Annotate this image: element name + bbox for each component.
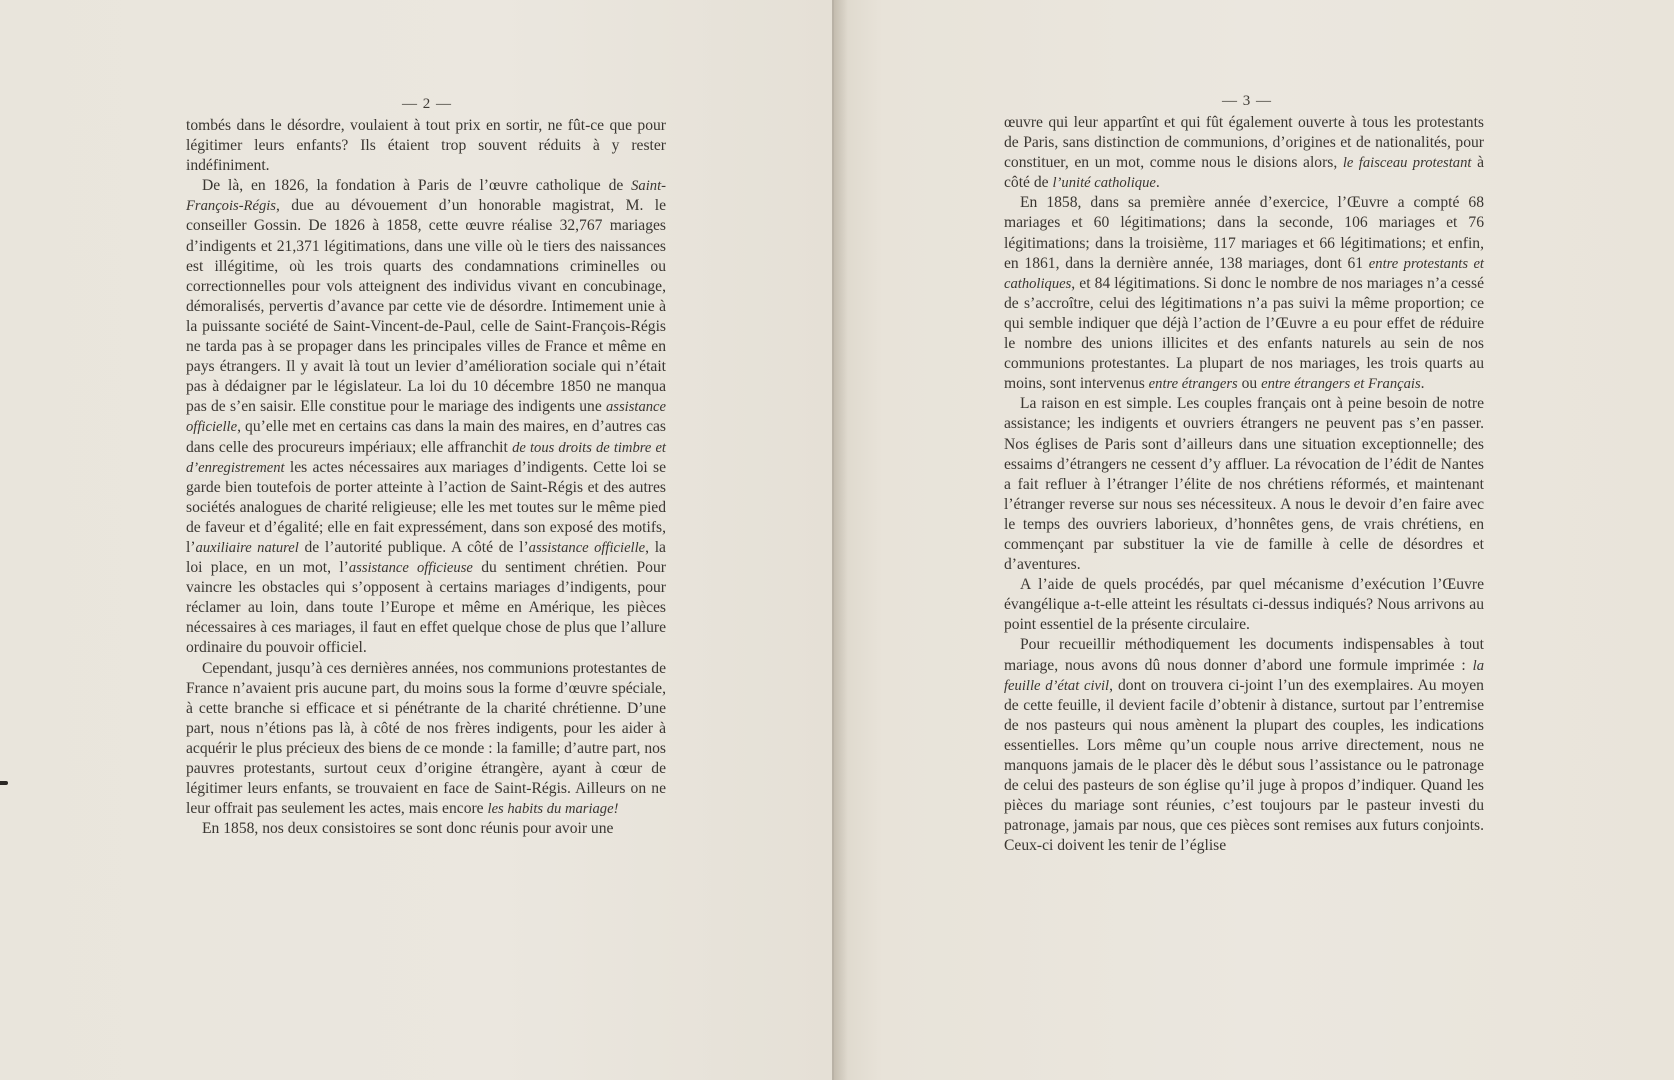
text-run: , dont on trouvera ci-joint l’un des exemplaires. Au moyen de cette feuille, il devient facile d’obtenir à distance, surtout par l’entremise de nos pasteurs qui nous amènent la plupart des couples, les indications essentielles. Lors même qu’un couple nous arrive directement, nous ne manquons jamais de le placer dès le début sous l’assistance ou le patronage de celui des pasteurs de son église qu’il juge à propos d’indiquer. Quand les pièces du mariage sont réunies, c’est toujours par le pasteur investi du patronage, jamais par nous, que ces pièces sont remises aux futurs conjoints. Ceux-ci doivent les tenir de l’église bbox=[1004, 676, 1484, 855]
italic-phrase: assistance officieuse bbox=[348, 560, 473, 577]
text-run: , la loi place, en un mot, l’ bbox=[186, 538, 666, 577]
italic-phrase: entre protestants et catholiques bbox=[1004, 255, 1484, 292]
paragraph bbox=[1004, 575, 1484, 635]
right-page bbox=[832, 0, 1674, 1080]
text-run: . bbox=[1420, 375, 1425, 393]
margin-mark bbox=[0, 781, 8, 785]
paragraph bbox=[1004, 113, 1484, 193]
italic-phrase: les habits du mariage! bbox=[487, 801, 619, 818]
paragraph bbox=[1004, 193, 1484, 394]
italic-phrase: le faisceau protestant bbox=[1342, 155, 1472, 172]
text-run: Cependant, jusqu’à ces dernières années, nos communions protestantes de France n’avaient pris aucune part, du moins sous la forme d’œuvre spéciale, à cette branche si efficace et si pénétrante de la charité chrétienne. D’une part, nous n’étions pas là, à côté de nos frères indigents, pour les aider à acquérir le plus précieux des biens de ce monde : la famille; d’autre part, nos pauvres protestants, surtout ceux d’origine étrangère, ayant à cœur de légitimer leurs enfants, se trouvaient en face de Saint-Régis. Ailleurs on ne leur offrait pas seulement les actes, mais encore bbox=[186, 659, 666, 818]
text-run: , qu’elle met en certains cas dans la main des maires, en d’autres cas dans celle des procureurs impériaux; elle affranchit bbox=[186, 418, 666, 456]
italic-phrase: de tous droits de timbre et d’enregistrement bbox=[186, 439, 666, 476]
text-run: de l’autorité publique. A côté de l’ bbox=[298, 538, 529, 556]
page-number-right: — 3 — bbox=[1222, 93, 1272, 109]
text-run: du sentiment chrétien. Pour vaincre les obstacles qui s’opposent à certains mariages d’indigents, pour réclamer au loin, dans toute l’Europe et même en Amérique, les pièces nécessaires à ces mariages, il faut en effet quelque chose de plus que l’allure ordinaire du pouvoir officiel. bbox=[186, 559, 666, 657]
text-run: En 1858, nos deux consistoires se sont donc réunis pour avoir une bbox=[202, 820, 614, 838]
paragraph bbox=[1004, 635, 1484, 856]
italic-phrase: la feuille d’état civil bbox=[1004, 657, 1484, 694]
page-number-left: — 2 — bbox=[402, 96, 452, 112]
left-page bbox=[0, 0, 832, 1080]
text-run: En 1858, dans sa première année d’exercice, l’Œuvre a compté 68 mariages et 60 légitimations; dans la seconde, 106 mariages et 76 légitimations; dans la troisième, 117 mariages et 66 légitimations; et enfin, en 1861, dans la dernière année, 138 mariages, dont 61 bbox=[1004, 194, 1484, 272]
italic-phrase: auxiliaire naturel bbox=[195, 539, 299, 556]
gutter-shadow bbox=[834, 0, 848, 1080]
text-run: œuvre qui leur appartînt et qui fût également ouverte à tous les protestants de Paris, sans distinction de communions, d’origines et de nationalités, pour constituer, en un mot, comme nous le disions alors, bbox=[1004, 114, 1484, 172]
text-run: les actes nécessaires aux mariages d’indigents. Cette loi se garde bien toutefois de porter atteinte à l’action de Saint-Régis et des autres sociétés analogues de charité religieuse; elle les met toutes sur le même pied de faveur et d’égalité; elle en fait expressément, dans son exposé des motifs, l’ bbox=[186, 458, 666, 556]
text-run: A l’aide de quels procédés, par quel mécanisme d’exécution l’Œuvre évangélique a-t-elle atteint les résultats ci-dessus indiqués? Nous arrivons au point essentiel de la présente circulaire. bbox=[1004, 576, 1484, 634]
paragraph bbox=[1004, 394, 1484, 575]
text-run: De là, en 1826, la fondation à Paris de l’œuvre catholique de bbox=[202, 177, 632, 195]
italic-phrase: Saint-François-Régis bbox=[186, 178, 666, 215]
text-run: , due au dévouement d’un honorable magistrat, M. le conseiller Gossin. De 1826 à 1858, cette œuvre réalise 32,767 mariages d’indigents et 21,371 légitimations, dans une ville où le tiers des naissances est illégitime, où les trois quarts des condamnations criminelles ou correctionnelles pour vols atteignent des individus vivant en concubinage, démoralisés, pervertis d’avance par cette vie de désordre. Intimement unie à la puissante société de Saint-Vincent-de-Paul, celle de Saint-François-Régis ne tarda pas à se propager dans les principales villes de France et même en pays étrangers. Il y avait là tout un levier d’amélioration sociale qui n’était pas à dédaigner par le législateur. La loi du 10 décembre 1850 ne manqua pas de s’en saisir. Elle constitue pour le mariage des indigents une bbox=[186, 197, 666, 416]
text-run: . bbox=[1155, 174, 1160, 192]
italic-phrase: l’unité catholique bbox=[1052, 175, 1156, 192]
italic-phrase: assistance officielle bbox=[528, 539, 646, 556]
text-run: ou bbox=[1237, 375, 1262, 393]
paragraph bbox=[186, 659, 666, 820]
left-page-body bbox=[186, 116, 666, 839]
right-page-body bbox=[1004, 113, 1484, 856]
text-run: , et 84 légitimations. Si donc le nombre de nos mariages n’a cessé de s’accroître, celui des légitimations n’a pas suivi la même proportion; ce qui semble indiquer que déjà l’action de l’Œuvre a eu pour effet de réduire le nombre des unions illicites et des enfants naturels au sein de nos communions protestantes. La plupart de nos mariages, les trois quarts au moins, sont intervenus bbox=[1004, 274, 1484, 393]
italic-phrase: entre étrangers bbox=[1148, 376, 1238, 393]
text-run: La raison en est simple. Les couples français ont à peine besoin de notre assistance; les indigents et ouvriers étrangers ne peuvent pas s’en passer. Nos églises de Paris sont d’ailleurs dans une situation exceptionnelle; des essaims d’étrangers ne cessent d’y affluer. La révocation de l’édit de Nantes a fait refluer à l’étranger l’élite de nos chrétiens réformés, et maintenant l’étranger reverse sur nous ses nécessiteux. A nous le devoir d’en faire avec le temps des ouvriers laborieux, d’honnêtes gens, de vrais chrétiens, en commençant par substituer la vie de famille à celle de désordres et d’aventures. bbox=[1004, 395, 1484, 574]
text-run: tombés dans le désordre, voulaient à tout prix en sortir, ne fût-ce que pour légitimer leurs enfants? Ils étaient trop souvent réduits à y rester indéfiniment. bbox=[186, 117, 666, 175]
italic-phrase: entre étrangers et Français bbox=[1261, 376, 1421, 393]
paragraph bbox=[186, 176, 666, 658]
text-run: Pour recueillir méthodiquement les documents indispensables à tout mariage, nous avons dû nous donner d’abord une formule imprimée : bbox=[1004, 636, 1484, 674]
paragraph bbox=[186, 116, 666, 176]
italic-phrase: assistance officielle bbox=[186, 399, 666, 436]
text-run: à côté de bbox=[1004, 154, 1484, 192]
paragraph bbox=[186, 819, 666, 839]
